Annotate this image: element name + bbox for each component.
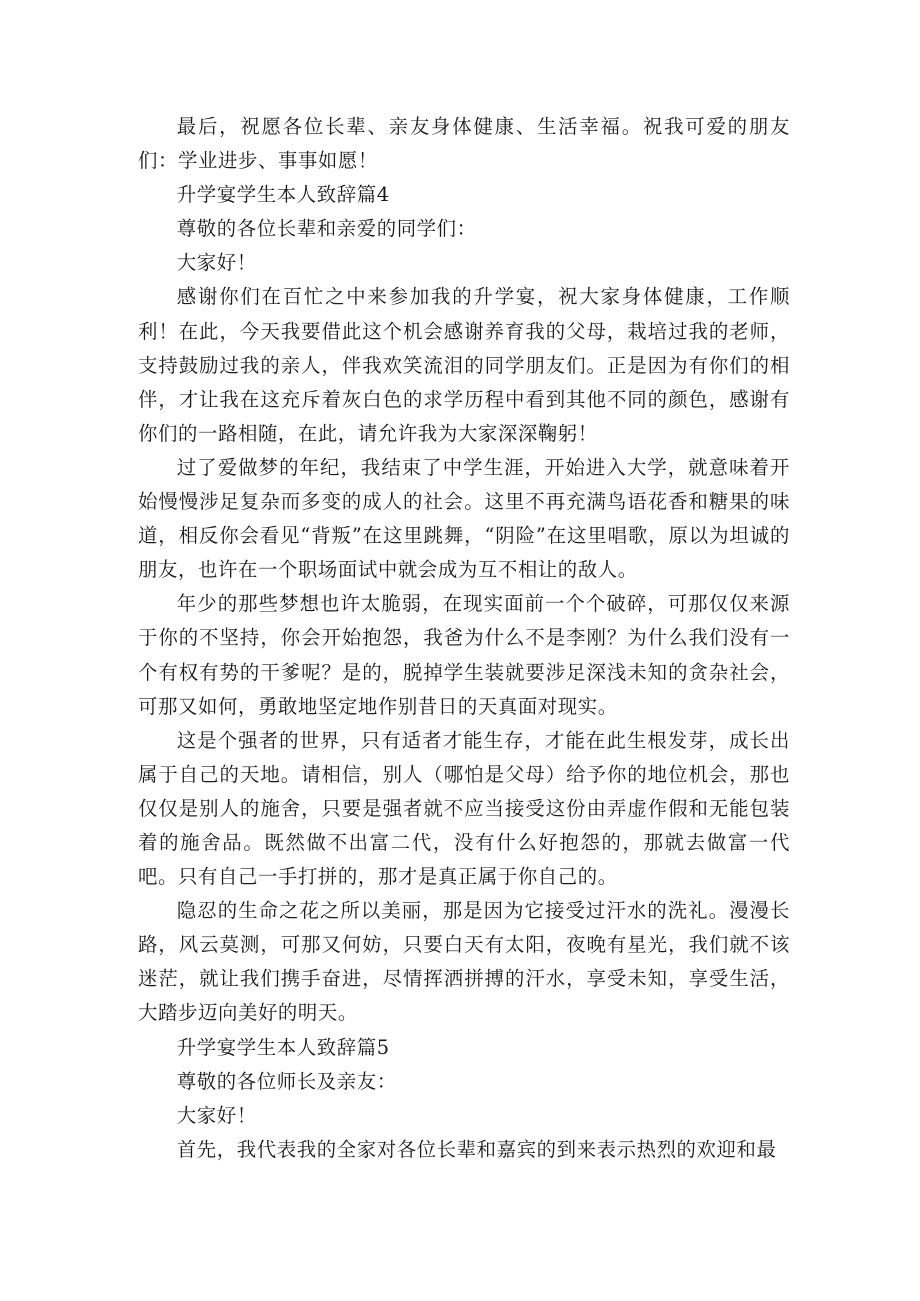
body-paragraph-growing-up: 过了爱做梦的年纪，我结束了中学生涯，开始进入大学，就意味着开始慢慢涉足复杂而多变的成人的社会。这里不再充满鸟语花香和糖果的味道，相反你会看见“背叛”在这里跳舞，“阴险”在这里唱歌，原以为坦诚的朋友，也许在一个职场面试中就会成为互不相让的敌人。 (138, 455, 790, 582)
section-heading-4: 升学宴学生本人致辞篇4 (176, 183, 390, 207)
salutation-5: 尊敬的各位师长及亲友： (176, 1069, 397, 1093)
salutation-4: 尊敬的各位长辈和亲爱的同学们： (176, 217, 477, 241)
document-page (138, 110, 790, 1167)
body-paragraph-dreams: 年少的那些梦想也许太脆弱，在现实面前一个个破碎，可那仅仅来源于你的不坚持，你会开始抱怨，我爸为什么不是李刚？为什么我们没有一个有权有势的干爹呢？是的，脱掉学生装就要涉足深浅未知的贪杂社会，可那又如何，勇敢地坚定地作别昔日的天真面对现实。 (138, 592, 790, 718)
body-paragraph-future: 隐忍的生命之花之所以美丽，那是因为它接受过汗水的洗礼。漫漫长路，风云莫测，可那又何妨，只要白天有太阳，夜晚有星光，我们就不该迷茫，就让我们携手奋进，尽情挥洒拼搏的汗水，享受未知，享受生活，大踏步迈向美好的明天。 (138, 899, 790, 1025)
body-paragraph-strong-world: 这是个强者的世界，只有适者才能生存，才能在此生根发芽，成长出属于自己的天地。请相信，别人（哪怕是父母）给予你的地位机会，那也仅仅是别人的施舍，只要是强者就不应当接受这份由弄虚作假和无能包装着的施舍品。既然做不出富二代，没有什么好抱怨的，那就去做富一代吧。只有自己一手打拼的，那才是真正属于你自己的。 (138, 728, 790, 889)
closing-wishes-paragraph: 最后，祝愿各位长辈、亲友身体健康、生活幸福。祝我可爱的朋友们：学业进步、事事如愿！ (138, 115, 790, 173)
body-paragraph-thanks: 感谢你们在百忙之中来参加我的升学宴，祝大家身体健康，工作顺利！在此，今天我要借此这个机会感谢养育我的父母，栽培过我的老师，支持鼓励过我的亲人，伴我欢笑流泪的同学朋友们。正是因为有你们的相伴，才让我在这充斥着灰白色的求学历程中看到其他不同的颜色，感谢有你们的一路相随，在此，请允许我为大家深深鞠躬！ (138, 285, 790, 445)
greeting-4: 大家好！ (176, 251, 257, 275)
greeting-5: 大家好！ (176, 1103, 257, 1127)
opening-paragraph-5: 首先，我代表我的全家对各位长辈和嘉宾的到来表示热烈的欢迎和最 (176, 1137, 777, 1161)
section-heading-5: 升学宴学生本人致辞篇5 (176, 1035, 390, 1059)
